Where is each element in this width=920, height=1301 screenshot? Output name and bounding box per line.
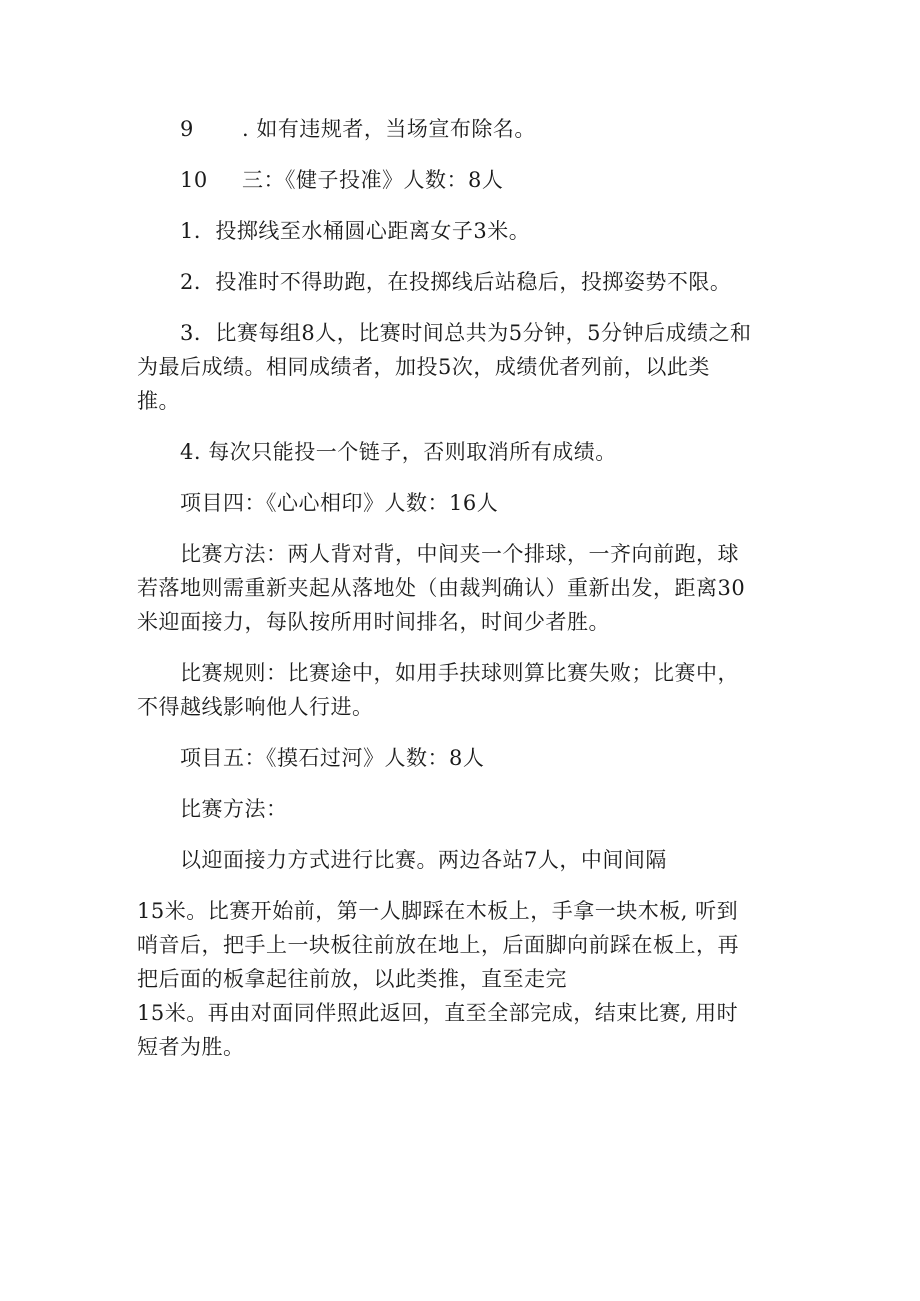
- heading-text: 三：《健子投准》人数：8人: [242, 168, 504, 192]
- section-heading-3: [137, 163, 797, 197]
- rule-line-1: 1．投掷线至水桶圆心距离女子3米。: [180, 219, 531, 243]
- method-paragraph-5-cont: 哨音后，把手上一块板往前放在地上，后面脚向前踩在板上，再: [137, 933, 739, 957]
- rule-line-3-cont: 为最后成绩。相同成绩者，加投5次，成绩优者列前，以此类: [137, 355, 710, 379]
- method-paragraph: 比赛方法：两人背对背，中间夹一个排球，一齐向前跑，球: [180, 542, 739, 566]
- rule-line-4: 4. 每次只能投一个链子，否则取消所有成绩。: [180, 440, 617, 464]
- method-paragraph-5-cont: 15米。比赛开始前，第一人脚踩在木板上，手拿一块木板, 听到: [137, 899, 739, 923]
- rules-paragraph: 比赛规则：比赛途中，如用手扶球则算比赛失败；比赛中，: [180, 661, 739, 685]
- section-heading-4: 项目四：《心心相印》人数：16人: [180, 491, 499, 515]
- list-text: . 如有违规者，当场宣布除名。: [242, 117, 536, 141]
- method-paragraph-cont: 若落地则需重新夹起从落地处（由裁判确认）重新出发，距离30: [137, 576, 746, 600]
- list-number: 10: [180, 168, 208, 192]
- section-heading-5: 项目五：《摸石过河》人数：8人: [180, 746, 485, 770]
- rule-line-9: [137, 112, 797, 146]
- method-paragraph-5-cont: 15米。再由对面同伴照此返回，直至全部完成，结束比赛, 用时: [137, 1001, 739, 1025]
- rule-line-3-cont: 推。: [137, 389, 180, 413]
- method-paragraph-cont: 米迎面接力，每队按所用时间排名，时间少者胜。: [137, 610, 610, 634]
- method-paragraph-5: 以迎面接力方式进行比赛。两边各站7人，中间间隔: [180, 848, 667, 872]
- rules-paragraph-cont: 不得越线影响他人行进。: [137, 695, 374, 719]
- method-paragraph-5-cont: 短者为胜。: [137, 1035, 245, 1059]
- method-label: 比赛方法：: [180, 797, 288, 821]
- document-body: [137, 112, 797, 1064]
- method-paragraph-5-cont: 把后面的板拿起往前放，以此类推，直至走完: [137, 967, 567, 991]
- list-number: 9: [180, 117, 194, 141]
- rule-line-3: 3．比赛每组8人，比赛时间总共为5分钟，5分钟后成绩之和: [180, 321, 752, 345]
- rule-line-2: 2．投准时不得助跑，在投掷线后站稳后，投掷姿势不限。: [180, 270, 732, 294]
